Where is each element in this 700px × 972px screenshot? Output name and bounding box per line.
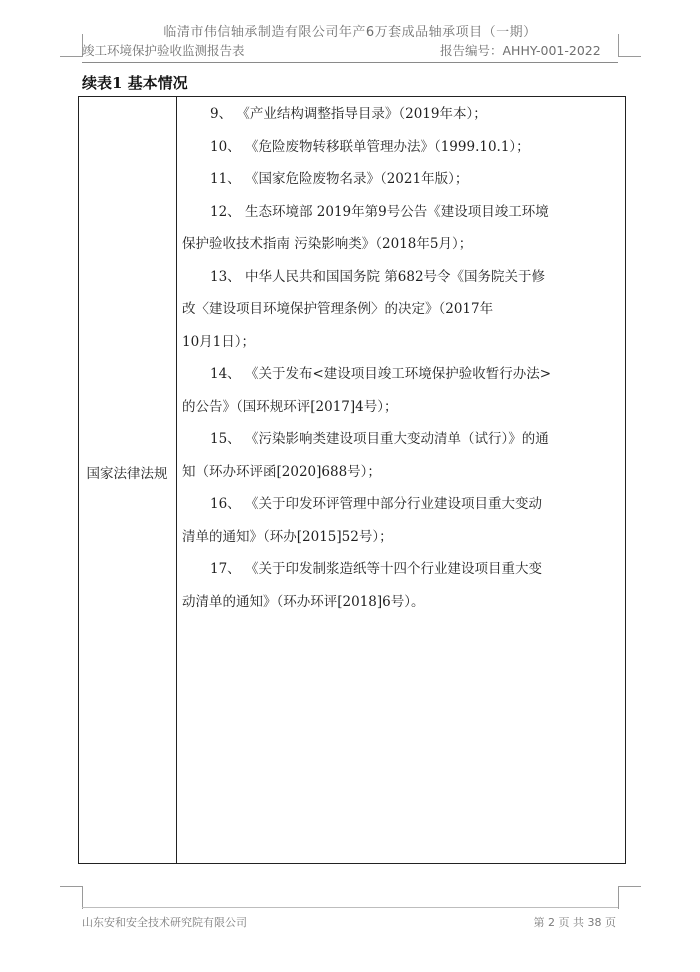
list-item <box>182 131 622 164</box>
section-title: 续表1 基本情况 <box>82 74 188 92</box>
header-report-name: 竣工环境保护验收监测报告表 <box>82 43 245 58</box>
list-item <box>182 163 622 196</box>
list-item-line: 9、 《产业结构调整指导目录》（2019年本）； <box>210 106 487 122</box>
list-item <box>182 423 622 488</box>
list-item-line: 11、 《国家危险废物名录》（2021年版）； <box>210 171 469 187</box>
footer-page-number: 第 2 页 共 38 页 <box>533 916 616 929</box>
list-item-line: 17、 《关于印发制浆造纸等十四个行业建设项目重大变 <box>210 561 542 577</box>
footer-organization: 山东安和安全技术研究院有限公司 <box>82 916 247 929</box>
list-item <box>182 553 622 618</box>
list-item-line: 14、 《关于发布<建设项目竣工环境保护验收暂行办法> <box>210 366 552 382</box>
regulation-list <box>182 98 622 618</box>
list-item-line: 的公告》（国环规环评[2017]4号）； <box>182 398 398 415</box>
list-item-line: 15、 《污染影响类建设项目重大变动清单（试行）》的通 <box>210 431 549 447</box>
list-item-line: 10月1日）； <box>182 333 256 350</box>
crop-mark-bottom-right <box>618 886 641 909</box>
list-item-line: 知（环办环评函[2020]688号）； <box>182 463 381 480</box>
list-item-line: 保护验收技术指南 污染影响类》（2018年5月）； <box>182 236 473 252</box>
list-item-line: 清单的通知》（环办[2015]52号）； <box>182 528 393 545</box>
list-item-line: 16、 《关于印发环评管理中部分行业建设项目重大变动 <box>210 496 542 512</box>
header-report-number: 报告编号：AHHY-001-2022 <box>440 43 601 58</box>
table-row-label: 国家法律法规 <box>86 466 168 482</box>
list-item-line: 13、 中华人民共和国国务院 第682号令《国务院关于修 <box>210 268 546 285</box>
list-item-line: 12、 生态环境部 2019年第9号公告《建设项目竣工环境 <box>210 203 549 220</box>
list-item-line: 动清单的通知》（环办环评[2018]6号）。 <box>182 593 425 610</box>
list-item <box>182 358 622 423</box>
list-item <box>182 196 622 261</box>
list-item-line: 10、 《危险废物转移联单管理办法》（1999.10.1）； <box>210 138 530 155</box>
crop-mark-bottom-left <box>60 886 83 909</box>
list-item <box>182 98 622 131</box>
list-item <box>182 261 622 359</box>
footer-divider <box>82 907 618 908</box>
header-project-title: 临清市伟信轴承制造有限公司年产6万套成品轴承项目（一期） <box>163 25 537 40</box>
header-divider <box>82 62 618 63</box>
list-item-line: 改〈建设项目环境保护管理条例〉的决定》（2017年 <box>182 301 494 317</box>
list-item <box>182 488 622 553</box>
table-column-divider <box>176 96 177 864</box>
